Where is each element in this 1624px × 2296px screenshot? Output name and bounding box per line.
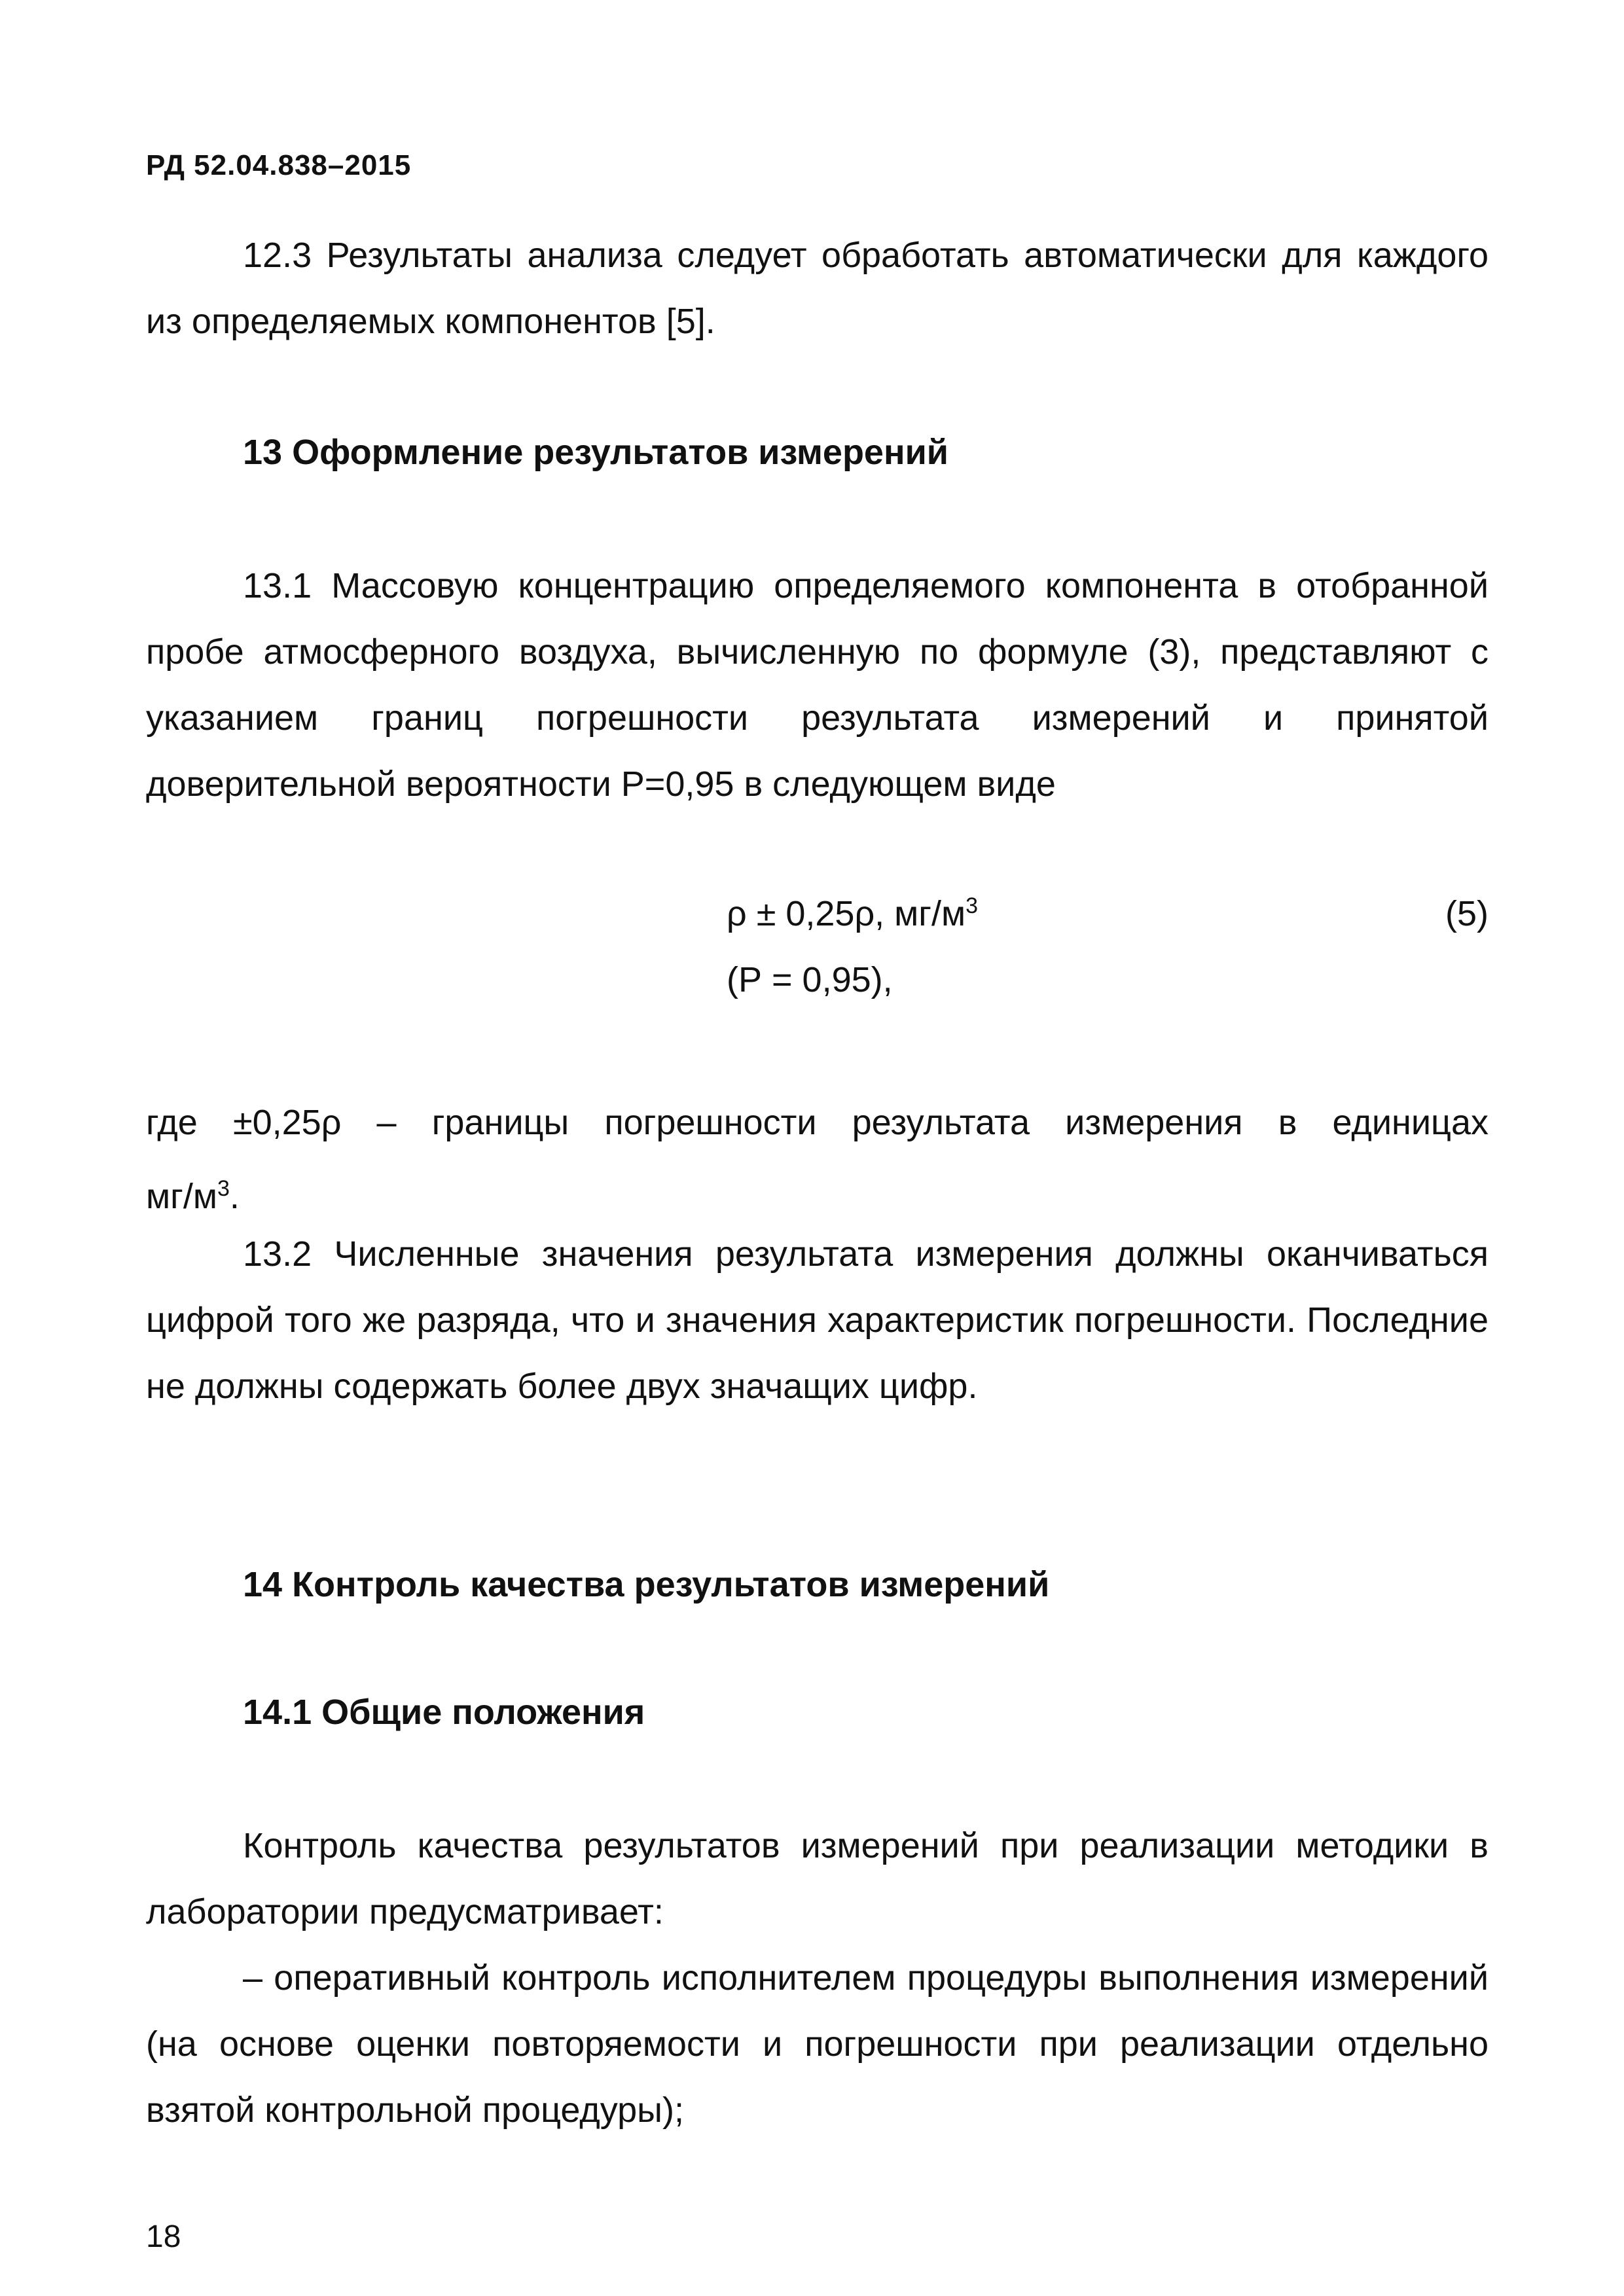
where-line-1: где ±0,25ρ – границы погрешности результата измерения в единицах: [146, 1103, 1489, 1142]
page-number: 18: [146, 2219, 181, 2254]
formula-probability: (Р = 0,95),: [727, 960, 893, 999]
document-code-header: РД 52.04.838–2015: [146, 149, 412, 181]
section-14-1-heading: 14.1 Общие положения: [243, 1693, 645, 1732]
where-unit-exponent: 3: [217, 1176, 230, 1201]
paragraph-12-3: 12.3 Результаты анализа следует обработать автоматически для каждого из определяемых компонентов [5].: [146, 236, 1489, 341]
section-13-heading: 13 Оформление результатов измерений: [243, 433, 948, 472]
formula-5: [727, 893, 978, 934]
where-period: .: [229, 1177, 240, 1216]
paragraph-13-1: 13.1 Массовую концентрацию определяемого компонента в отобранной пробе атмосферного воздуха, вычисленную по формуле (3), представляют с указанием границ погрешности результата измерений и принятой доверительной вероятности Р=0,95 в следующем виде: [146, 566, 1489, 804]
where-line-2: [146, 1156, 1489, 1230]
paragraph-14-intro: Контроль качества результатов измерений при реализации методики в лаборатории предусматривает:: [146, 1826, 1489, 1931]
where-unit: мг/м: [146, 1177, 217, 1216]
section-14-heading: 14 Контроль качества результатов измерений: [243, 1565, 1050, 1604]
list-item-operational-control: – оперативный контроль исполнителем процедуры выполнения измерений (на основе оценки повторяемости и погрешности при реализации отдельно взятой контрольной процедуры);: [146, 1958, 1489, 2130]
formula-exponent: 3: [965, 893, 979, 918]
formula-expression: ρ ± 0,25ρ, мг/м: [727, 894, 966, 933]
formula-number: (5): [1445, 894, 1489, 933]
paragraph-13-2: 13.2 Численные значения результата измерения должны оканчиваться цифрой того же разряда, что и значения характеристик погрешности. Последние не должны содержать более двух значащих цифр.: [146, 1234, 1489, 1406]
